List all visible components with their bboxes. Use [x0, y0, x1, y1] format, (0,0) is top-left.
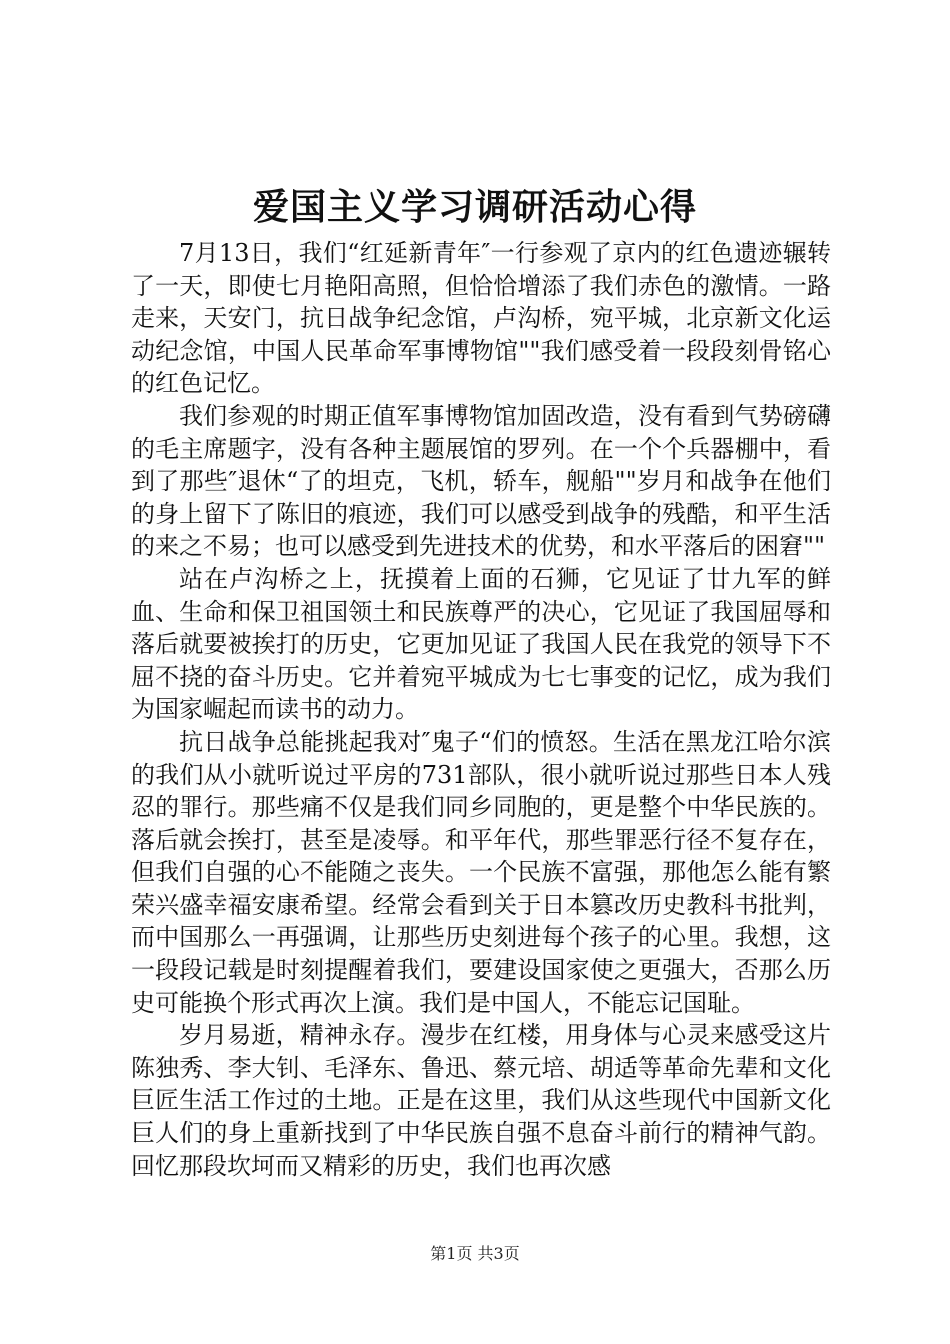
document-body	[131, 237, 831, 1182]
paragraph-3: 站在卢沟桥之上，抚摸着上面的石狮，它见证了廿九军的鲜血、生命和保卫祖国领土和民族尊严的决心，它见证了我国屈辱和落后就要被挨打的历史，它更加见证了我国人民在我党的领导下不屈不挠的奋斗历史。它并着宛平城成为七七事变的记忆，成为我们为国家崛起而读书的动力。	[131, 564, 831, 724]
paragraph-4: 抗日战争总能挑起我对″鬼子“们的愤怒。生活在黑龙江哈尔滨的我们从小就听说过平房的731部队，很小就听说过那些日本人残忍的罪行。那些痛不仅是我们同乡同胞的，更是整个中华民族的。落后就会挨打，甚至是凌辱。和平年代，那些罪恶行径不复存在，但我们自强的心不能随之丧失。一个民族不富强，那他怎么能有繁荣兴盛幸福安康希望。经常会看到关于日本篡改历史教科书批判，而中国那么一再强调，让那些历史刻进每个孩子的心里。我想，这一段段记载是时刻提醒着我们，要建设国家使之更强大，否那么历史可能换个形式再次上演。我们是中国人，不能忘记国耻。	[131, 727, 831, 1017]
page-indicator: 第1页 共3页	[430, 1244, 520, 1263]
paragraph-2: 我们参观的时期正值军事博物馆加固改造，没有看到气势磅礴的毛主席题字，没有各种主题展馆的罗列。在一个个兵器棚中，看到了那些″退休“了的坦克，飞机，轿车，舰船""岁月和战争在他们的身上留下了陈旧的痕迹，我们可以感受到战争的残酷，和平生活的来之不易；也可以感受到先进技术的优势，和水平落后的困窘""	[131, 401, 831, 561]
paragraph-1: 7月13日，我们“红延新青年″一行参观了京内的红色遗迹辗转了一天，即使七月艳阳高照，但恰恰增添了我们赤色的激情。一路走来，天安门，抗日战争纪念馆，卢沟桥，宛平城，北京新文化运动纪念馆，中国人民革命军事博物馆""我们感受着一段段刻骨铭心的红色记忆。	[131, 239, 831, 398]
paragraph-5: 岁月易逝，精神永存。漫步在红楼，用身体与心灵来感受这片陈独秀、李大钊、毛泽东、鲁迅、蔡元培、胡适等革命先辈和文化巨匠生活工作过的土地。正是在这里，我们从这些现代中国新文化巨人们的身上重新找到了中华民族自强不息奋斗前行的精神气韵。回忆那段坎坷而又精彩的历史，我们也再次感	[131, 1021, 831, 1180]
page-footer	[0, 1243, 950, 1265]
document-title: 爱国主义学习调研活动心得	[252, 187, 697, 228]
